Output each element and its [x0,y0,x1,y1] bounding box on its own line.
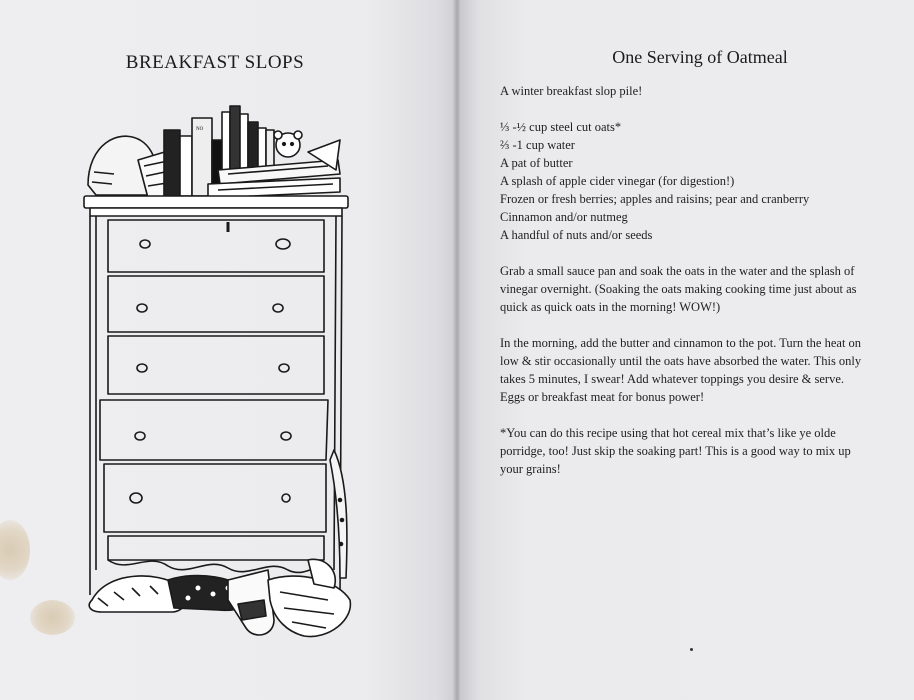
page-speck [690,648,693,651]
page-stain [0,520,30,580]
left-page [0,0,456,700]
svg-text:NO: NO [196,127,204,132]
recipe-intro: A winter breakfast slop pile! [500,84,643,98]
section-title: BREAKFAST SLOPS [125,52,305,73]
recipe-body [500,82,872,478]
ingredient-item: A pat of butter [500,156,573,170]
ingredient-item: A handful of nuts and/or seeds [500,228,653,242]
dresser-with-books-illustration [78,100,368,645]
instruction-paragraph: Grab a small sauce pan and soak the oats in the water and the splash of vinegar overnight. (Soaking the oats making cooking time just about as quick as quick oats in the morning! WOW!) [500,264,857,314]
ingredient-list [500,118,872,244]
page-stain [30,600,75,635]
ingredient-item: ⅓ -½ cup steel cut oats* [500,120,622,134]
ingredient-item: Frozen or fresh berries; apples and raisins; pear and cranberry [500,192,810,206]
recipe-title: One Serving of Oatmeal [612,47,788,67]
ingredient-item: Cinnamon and/or nutmeg [500,210,628,224]
ingredient-item: ⅔ -1 cup water [500,138,575,152]
instruction-paragraph: In the morning, add the butter and cinnamon to the pot. Turn the heat on low & stir occasionally until the oats have absorbed the water. This only takes 5 minutes, I swear! Add whatever toppings you desire & serve. Eggs or breakfast meat for bonus power! [500,336,862,404]
ingredient-item: A splash of apple cider vinegar (for digestion!) [500,174,735,188]
footnote-paragraph: *You can do this recipe using that hot cereal mix that’s like ye olde porridge, too! Just skip the soaking part! This is a good way to mix up your grains! [500,426,851,476]
